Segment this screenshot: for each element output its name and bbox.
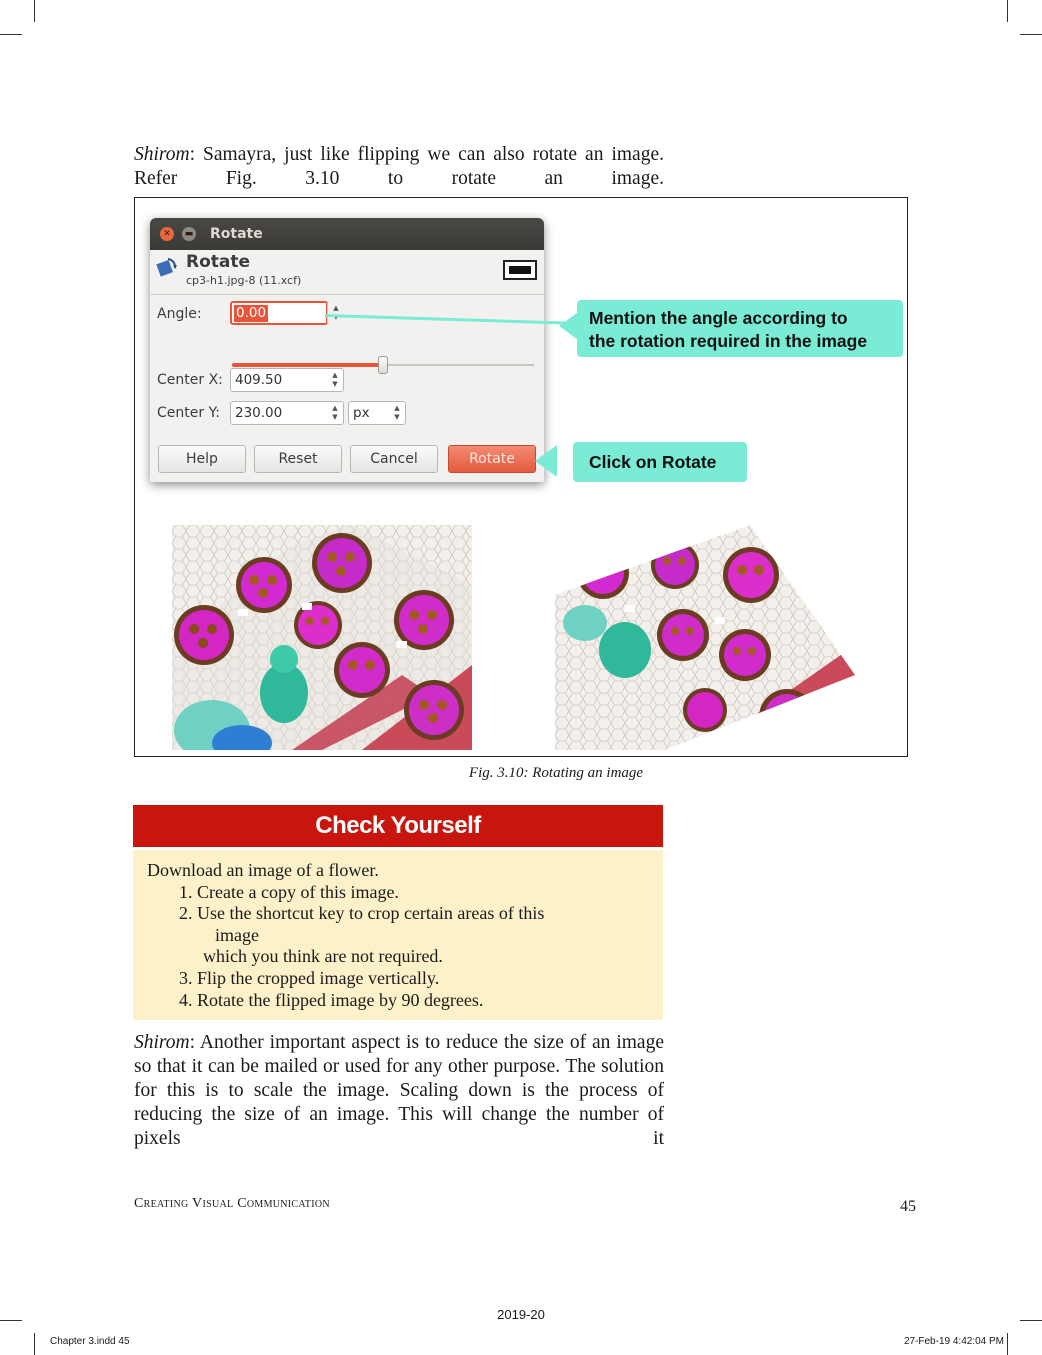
rotated-photo-graphic [555, 525, 855, 750]
dialog-heading: Rotate [186, 252, 251, 272]
image-preview-icon [503, 260, 537, 280]
edition-year: 2019-20 [497, 1307, 545, 1322]
center-y-spin-icon[interactable]: ▲ ▼ [332, 404, 338, 421]
center-y-value: 230.00 [235, 405, 283, 421]
angle-input[interactable] [230, 301, 339, 325]
help-button[interactable]: Help [158, 445, 246, 473]
angle-label: Angle: [157, 306, 202, 322]
crop-mark [34, 0, 35, 22]
unit-dropdown-icon[interactable]: ▲ ▼ [394, 404, 400, 421]
window-title: Rotate [210, 226, 263, 242]
intro-paragraph [134, 143, 664, 191]
rotate-callout-text: Click on Rotate [589, 452, 717, 472]
scaling-paragraph [134, 1031, 664, 1151]
check-item-continuation: which you think are not required. [203, 946, 443, 967]
crop-mark [1007, 0, 1008, 22]
unit-select[interactable] [348, 401, 406, 425]
check-yourself-header: Check Yourself [133, 805, 663, 847]
angle-callout-line1: Mention the angle according to [589, 308, 848, 328]
rotate-button[interactable]: Rotate [448, 445, 536, 473]
crop-mark [1020, 34, 1042, 35]
rotate-dialog [150, 218, 544, 482]
dialog-subheading: cp3-h1.jpg-8 (11.xcf) [186, 274, 302, 287]
dialog-header [150, 250, 544, 295]
cancel-button[interactable]: Cancel [350, 445, 438, 473]
check-item: 3. Flip the cropped image vertically. [179, 967, 440, 988]
center-y-input[interactable] [230, 401, 344, 425]
crop-mark [0, 34, 22, 35]
speaker-name: Shirom [134, 144, 190, 165]
check-item: 1. Create a copy of this image. [179, 881, 399, 902]
minimize-icon[interactable]: ▬ [182, 227, 196, 241]
figure-caption: Fig. 3.10: Rotating an image [468, 765, 644, 781]
intro-text: : Samayra, just like flipping we can also rotate an image. Refer Fig. 3.10 to rotate an image. [134, 144, 664, 189]
rotated-image [555, 525, 855, 750]
angle-value: 0.00 [236, 305, 267, 321]
rotate-tool-icon [155, 256, 177, 278]
page-number: 45 [900, 1198, 916, 1215]
center-y-label: Center Y: [157, 405, 220, 421]
original-photo-graphic [172, 525, 472, 750]
running-title: Creating Visual Communication [134, 1196, 330, 1211]
center-x-spin-icon[interactable]: ▲ ▼ [332, 371, 338, 388]
check-item: 2. Use the shortcut key to crop certain areas of this [179, 903, 545, 924]
dialog-titlebar [150, 218, 544, 250]
rotate-callout-arrow [535, 445, 557, 477]
scaling-text: : Another important aspect is to reduce the size of an image so that it can be mailed or used for any other purpose. The solution for this is to scale the image. Scaling down is the process of reducing the size of an image. This will change the number of pixels it [134, 1032, 664, 1149]
angle-spin-arrows-icon[interactable]: ▲ [327, 303, 344, 323]
center-x-input[interactable] [230, 368, 344, 392]
crop-mark [1007, 1333, 1008, 1355]
unit-value: px [353, 405, 370, 421]
original-image [172, 525, 472, 750]
check-yourself-body [133, 850, 663, 1020]
rotate-callout [573, 442, 747, 482]
check-intro: Download an image of a flower. [147, 860, 379, 880]
slug-right: 27-Feb-19 4:42:04 PM [903, 1336, 1004, 1347]
check-item-wrap: image [215, 924, 259, 945]
crop-mark [34, 1333, 35, 1355]
angle-callout-line2: the rotation required in the image [589, 331, 868, 351]
angle-slider-handle[interactable] [378, 356, 388, 374]
figure-frame [134, 197, 908, 757]
check-item: 4. Rotate the flipped image by 90 degrees. [179, 989, 484, 1010]
speaker-name: Shirom [134, 1032, 190, 1053]
angle-slider-fill [232, 363, 383, 367]
reset-button[interactable]: Reset [254, 445, 342, 473]
slug-left: Chapter 3.indd 45 [50, 1336, 130, 1347]
center-x-label: Center X: [157, 372, 223, 388]
center-x-value: 409.50 [235, 372, 283, 388]
close-icon[interactable]: ✕ [160, 227, 174, 241]
angle-callout [577, 300, 903, 357]
angle-slider[interactable] [232, 364, 534, 366]
